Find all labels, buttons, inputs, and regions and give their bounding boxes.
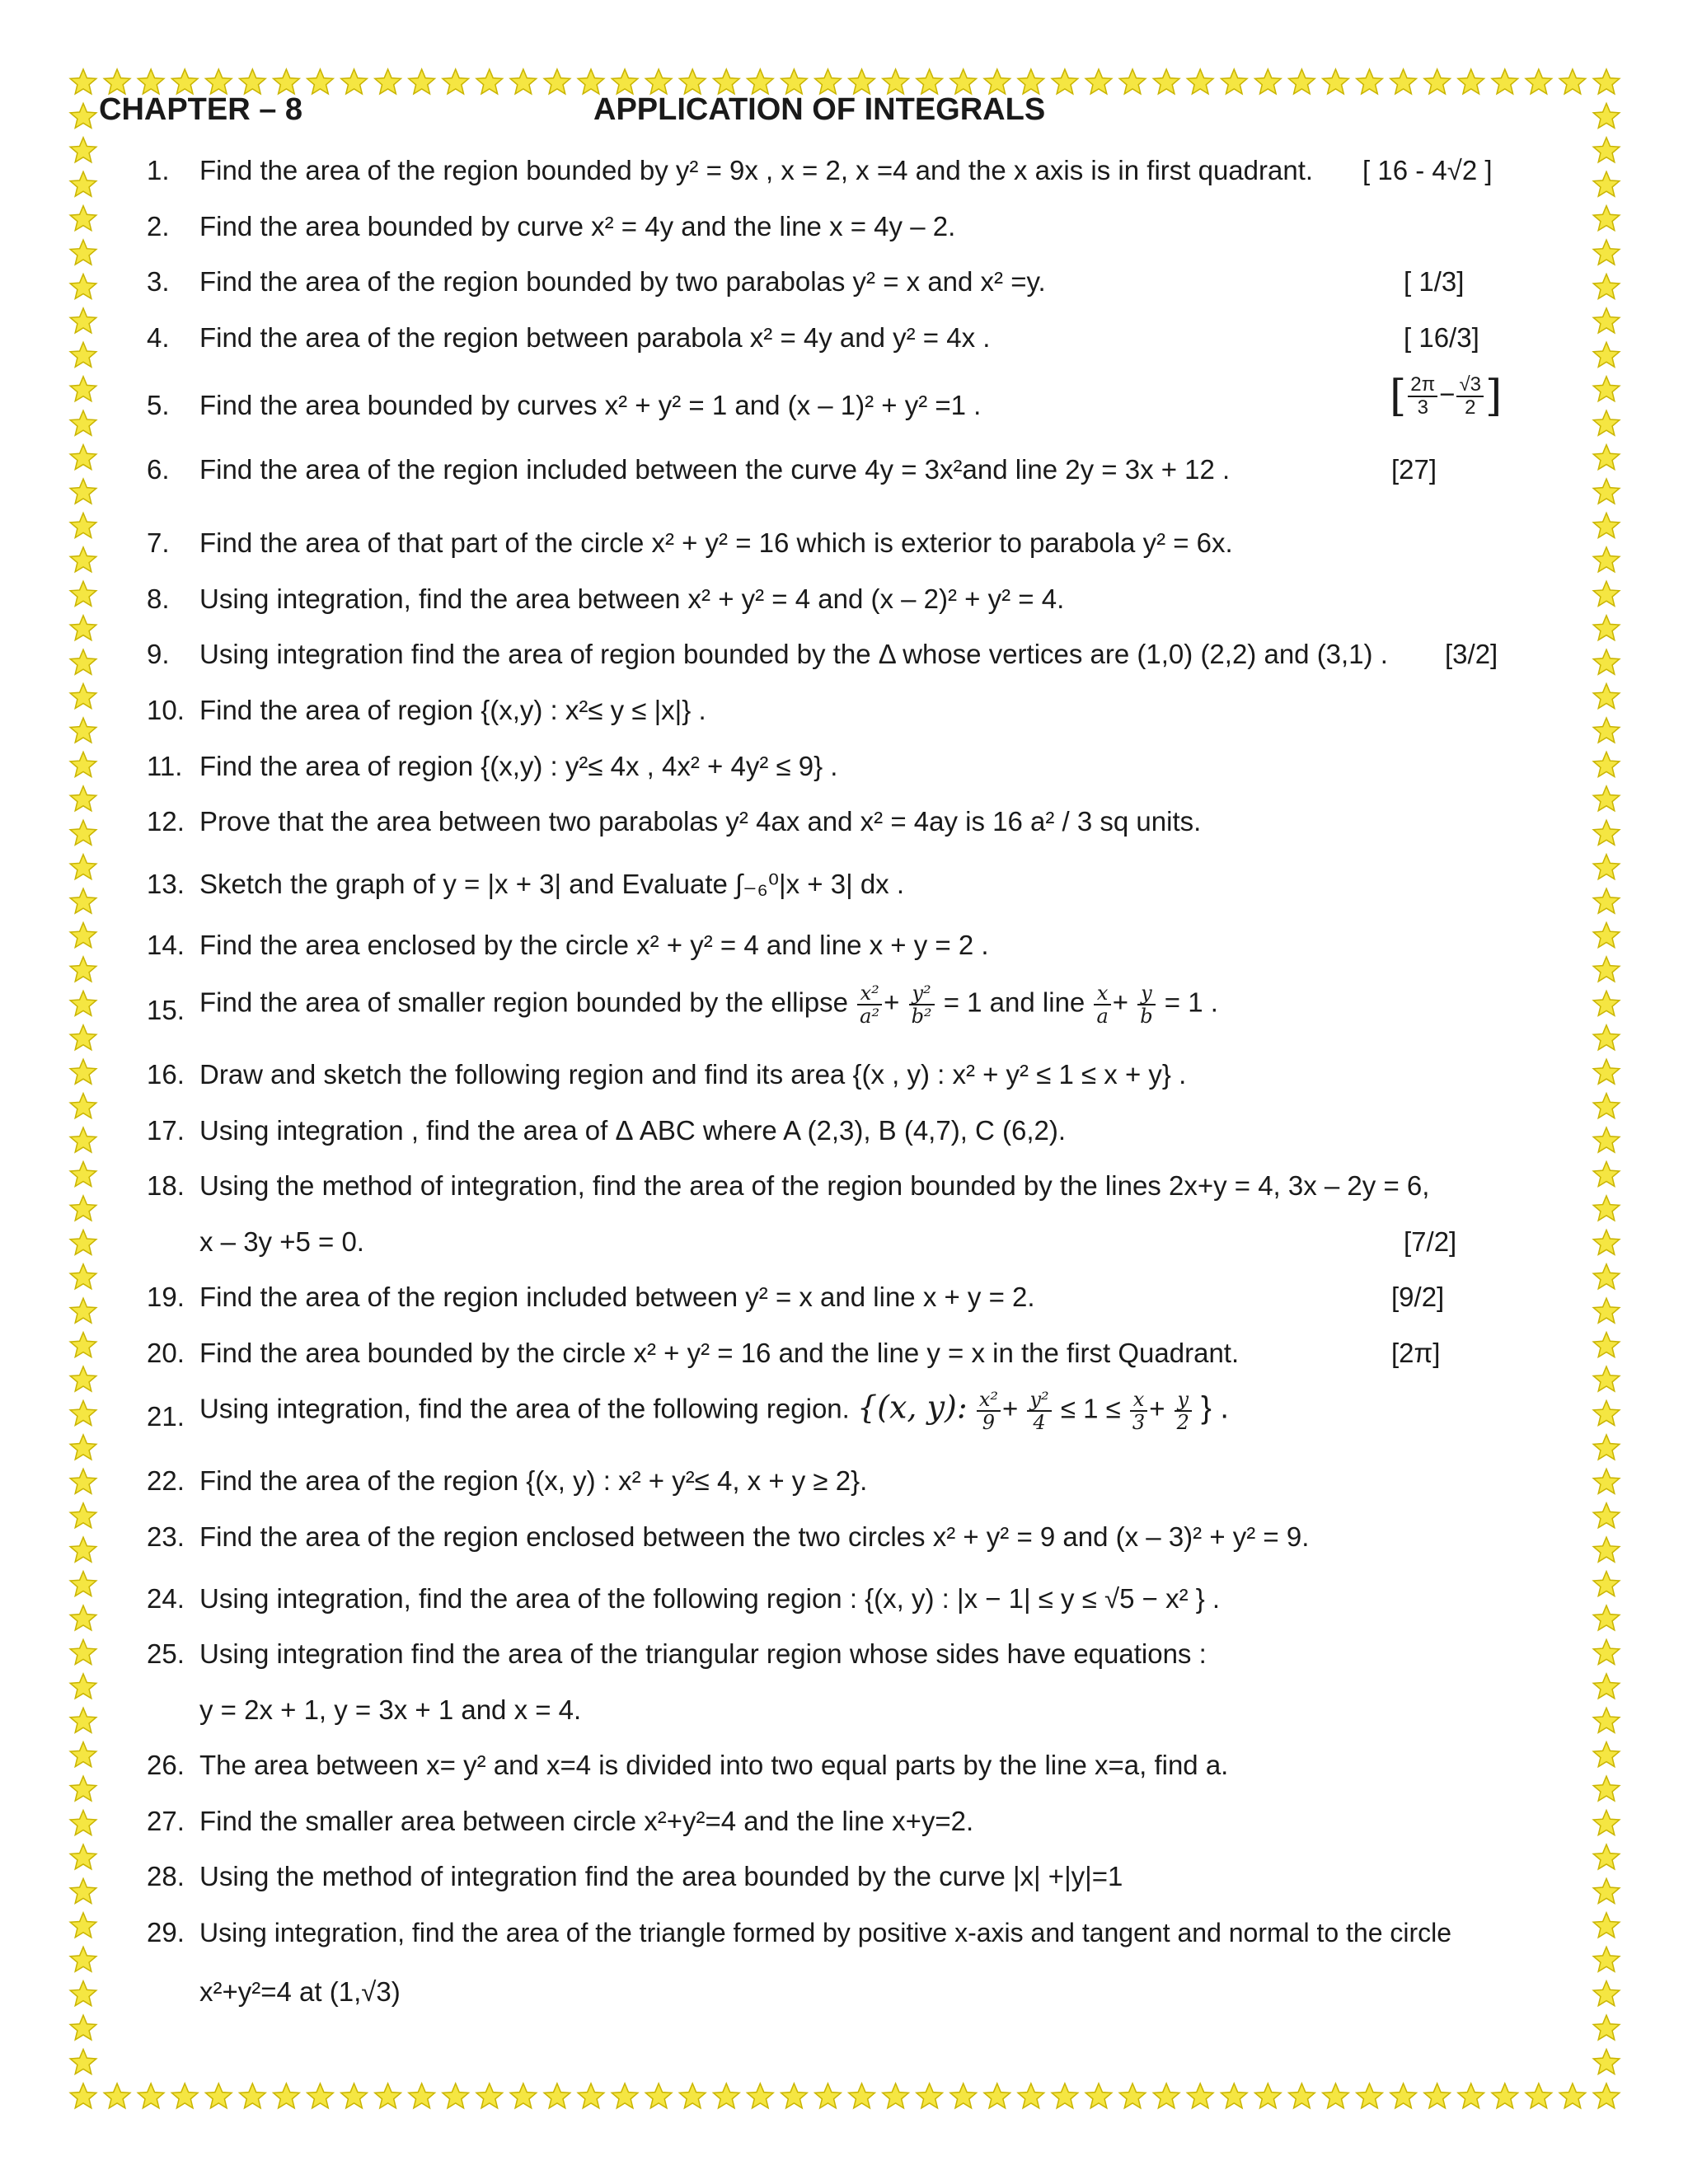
answer-key: [ 1/3]: [1404, 266, 1465, 297]
star-icon: [70, 1605, 96, 1630]
question-text: Find the area of the region bounded by y² = 9x , x = 2, x =4 and the x axis is in first quadrant.: [199, 155, 1314, 185]
star-icon: [1593, 1742, 1620, 1767]
star-icon: [70, 1298, 96, 1323]
question-number: 14.: [147, 930, 185, 960]
fraction: [977, 1389, 1001, 1433]
star-icon: [1593, 1264, 1620, 1289]
star-icon: [70, 923, 96, 948]
star-icon: [1593, 1435, 1620, 1460]
star-icon: [1593, 820, 1620, 845]
star-icon: [104, 2083, 130, 2108]
question-number: 10.: [147, 695, 185, 725]
star-icon: [1323, 2083, 1349, 2108]
star-icon: [70, 1913, 96, 1938]
star-icon: [70, 1947, 96, 1971]
star-icon: [1593, 171, 1620, 196]
star-icon: [781, 2083, 808, 2108]
answer-key: [1390, 374, 1502, 419]
star-icon: [1593, 1059, 1620, 1084]
question-text: Using integration, find the area of the following region. {(x, y): $\frac{\text{x²}}{9}$ + $\frac{\text{y²}}{4}$ ≤ 1 ≤ $\frac{x}{3}$ + $\frac{y}{2}$ } .: [199, 1388, 1229, 1434]
star-icon: [70, 888, 96, 913]
star-icon: [1593, 581, 1620, 606]
fraction-numerator: y: [1175, 1389, 1192, 1412]
star-icon: [1526, 2083, 1552, 2108]
star-icon: [1593, 513, 1620, 538]
question-text: Using integration find the area of region bounded by the Δ whose vertices are (1,0) (2,2) and (3,1) .: [199, 639, 1388, 669]
star-icon: [1593, 1639, 1620, 1664]
question-number: 29.: [147, 1917, 185, 1947]
star-icon: [1593, 1708, 1620, 1732]
fraction-denominator: a²: [860, 1005, 880, 1028]
question-number: 6.: [147, 454, 170, 485]
fraction: [1175, 1389, 1192, 1433]
star-icon: [70, 1503, 96, 1528]
star-icon: [70, 1572, 96, 1596]
question-number: 24.: [147, 1583, 185, 1614]
star-icon: [1593, 1503, 1620, 1528]
star-icon: [679, 2083, 706, 2108]
star-icon: [70, 2083, 96, 2108]
star-icon: [375, 2083, 401, 2108]
star-icon: [1593, 445, 1620, 470]
star-icon: [70, 1162, 96, 1187]
fraction-denominator: b: [1140, 1005, 1153, 1028]
question-number: 17.: [147, 1115, 185, 1146]
star-icon: [70, 1811, 96, 1835]
question-text: Find the smaller area between circle x²+y²=4 and the line x+y=2.: [199, 1806, 974, 1836]
star-icon: [70, 1776, 96, 1801]
question-text-part: } .: [1201, 1390, 1229, 1426]
star-icon: [984, 2083, 1010, 2108]
star-icon: [70, 1264, 96, 1289]
star-icon: [645, 2083, 672, 2108]
star-icon: [1085, 2083, 1112, 2108]
star-icon: [70, 684, 96, 709]
star-icon: [1593, 1333, 1620, 1357]
star-icon: [70, 1025, 96, 1050]
star-icon: [510, 2083, 537, 2108]
question-text: Find the area of the region included between y² = x and line x + y = 2.: [199, 1282, 1035, 1312]
question-text-part: {(x, y):: [857, 1389, 968, 1426]
question-text: Find the area bounded by curves x² + y² = 1 and (x – 1)² + y² =1 .: [199, 390, 982, 420]
star-icon: [70, 786, 96, 811]
question-number: 3.: [147, 266, 170, 297]
star-icon: [1357, 2083, 1383, 2108]
question-number: 4.: [147, 322, 170, 353]
fraction-numerator: x: [1130, 1389, 1147, 1412]
question-text-part: = 1 and line: [943, 987, 1085, 1018]
question-text-continued: x – 3y +5 = 0.: [199, 1226, 364, 1257]
question-number: 20.: [147, 1338, 185, 1368]
star-icon: [70, 649, 96, 674]
star-icon: [1593, 1298, 1620, 1323]
star-icon: [1593, 410, 1620, 435]
star-icon: [70, 752, 96, 776]
star-icon: [1593, 1674, 1620, 1699]
star-icon: [1593, 1811, 1620, 1835]
star-icon: [70, 138, 96, 162]
star-icon: [70, 1094, 96, 1118]
star-icon: [917, 2083, 943, 2108]
star-icon: [1390, 2083, 1417, 2108]
star-icon: [70, 581, 96, 606]
star-icon: [1593, 1025, 1620, 1050]
star-icon: [1593, 342, 1620, 367]
star-icon: [70, 1639, 96, 1664]
question-text: Using the method of integration, find the area of the region bounded by the lines 2x+y = 4, 3x – 2y = 6,: [199, 1170, 1430, 1201]
star-icon: [1593, 1605, 1620, 1630]
answer-key: [27]: [1391, 454, 1437, 485]
star-icon: [1593, 138, 1620, 162]
star-icon: [1593, 69, 1620, 94]
question-number: 26.: [147, 1750, 185, 1780]
star-icon: [1593, 923, 1620, 948]
star-icon: [171, 2083, 198, 2108]
question-number: 23.: [147, 1521, 185, 1552]
question-text: Find the area of the region between parabola x² = 4y and y² = 4x .: [199, 322, 991, 353]
fraction: [909, 982, 935, 1027]
fraction-numerator: √3: [1456, 374, 1484, 397]
star-icon: [70, 171, 96, 196]
star-icon: [70, 103, 96, 128]
star-icon: [476, 2083, 503, 2108]
question-text: Find the area of region {(x,y) : x²≤ y ≤ |x|} .: [199, 695, 706, 725]
star-icon: [1593, 2083, 1620, 2108]
page-header: [99, 89, 1582, 130]
star-icon: [1289, 2083, 1315, 2108]
question-text: Using integration, find the area of the triangle formed by positive x-axis and tangent and normal to the circle: [199, 1918, 1452, 1947]
star-icon: [70, 1674, 96, 1699]
fraction-numerator: x²: [977, 1389, 1001, 1412]
question-number: 22.: [147, 1465, 185, 1496]
star-icon: [409, 2083, 435, 2108]
question-text: Find the area of region {(x,y) : y²≤ 4x , 4x² + 4y² ≤ 9} .: [199, 751, 838, 781]
question-text-continued: y = 2x + 1, y = 3x + 1 and x = 4.: [199, 1694, 582, 1725]
question-text-part: Find the area of smaller region bounded by the ellipse: [199, 987, 848, 1018]
star-icon: [443, 2083, 469, 2108]
answer-key: [9/2]: [1391, 1282, 1445, 1312]
star-icon: [1593, 308, 1620, 333]
fraction: [857, 982, 882, 1027]
star-icon: [1593, 786, 1620, 811]
fraction-numerator: y: [1137, 982, 1155, 1005]
fraction-denominator: 2: [1176, 1411, 1189, 1434]
answer-key: [3/2]: [1445, 639, 1498, 669]
star-icon: [70, 342, 96, 367]
star-icon: [1593, 377, 1620, 401]
star-icon: [341, 2083, 368, 2108]
star-icon: [1593, 1947, 1620, 1971]
star-icon: [1593, 1776, 1620, 1801]
fraction: [1137, 982, 1155, 1027]
star-icon: [1255, 2083, 1282, 2108]
question-text: Find the area of the region bounded by two parabolas y² = x and x² =y.: [199, 266, 1046, 297]
star-icon: [138, 2083, 164, 2108]
operator: −: [1439, 378, 1456, 410]
star-icon: [70, 2050, 96, 2074]
star-icon: [70, 991, 96, 1015]
fraction-denominator: b²: [911, 1005, 932, 1028]
star-icon: [713, 2083, 739, 2108]
star-icon: [849, 2083, 875, 2108]
star-icon: [70, 1435, 96, 1460]
star-icon: [1593, 991, 1620, 1015]
star-icon: [1593, 240, 1620, 265]
star-icon: [1593, 2050, 1620, 2074]
question-number: 13.: [147, 869, 185, 899]
fraction-numerator: y²: [1027, 1389, 1051, 1412]
star-icon: [1593, 1878, 1620, 1903]
star-icon: [1593, 547, 1620, 572]
question-number: 1.: [147, 155, 170, 185]
answer-key: [7/2]: [1404, 1226, 1457, 1257]
star-icon: [1153, 2083, 1179, 2108]
star-icon: [1593, 1844, 1620, 1869]
question-text: Using integration find the area of the triangular region whose sides have equations :: [199, 1638, 1207, 1669]
question-number: 27.: [147, 1806, 185, 1836]
question-text: Using integration, find the area between x² + y² = 4 and (x – 2)² + y² = 4.: [199, 583, 1065, 614]
question-text: Prove that the area between two parabolas y² 4ax and x² = 4ay is 16 a² / 3 sq units.: [199, 806, 1202, 837]
fraction-denominator: a: [1096, 1005, 1109, 1028]
question-text: Using integration, find the area of the following region : {(x, y) : |x − 1| ≤ y ≤ √5 − x² } .: [199, 1583, 1221, 1614]
star-icon: [1052, 2083, 1078, 2108]
question-text: Using integration , find the area of Δ ABC where A (2,3), B (4,7), C (6,2).: [199, 1115, 1067, 1146]
star-icon: [70, 855, 96, 879]
star-icon: [70, 410, 96, 435]
star-icon: [70, 1059, 96, 1084]
star-icon: [815, 2083, 842, 2108]
star-icon: [1559, 2083, 1586, 2108]
star-icon: [1593, 888, 1620, 913]
star-icon: [1119, 2083, 1146, 2108]
star-icon: [1593, 1230, 1620, 1254]
question-number: 2.: [147, 211, 170, 241]
star-icon: [70, 377, 96, 401]
star-icon: [70, 1708, 96, 1732]
question-text: Find the area of that part of the circle x² + y² = 16 which is exterior to parabola y² = 6x.: [199, 527, 1233, 558]
star-icon: [70, 2015, 96, 2040]
question-number: 19.: [147, 1282, 185, 1312]
question-text: Find the area bounded by the circle x² + y² = 16 and the line y = x in the first Quadrant.: [199, 1338, 1240, 1368]
star-icon: [70, 1742, 96, 1767]
star-icon: [1593, 1469, 1620, 1493]
star-icon: [1424, 2083, 1451, 2108]
question-number: 11.: [147, 751, 183, 781]
star-icon: [70, 1401, 96, 1426]
star-icon: [70, 274, 96, 299]
star-icon: [70, 1127, 96, 1152]
star-icon: [1593, 1366, 1620, 1391]
star-icon: [1593, 752, 1620, 776]
star-icon: [1593, 206, 1620, 231]
star-icon: [70, 1366, 96, 1391]
star-icon: [70, 957, 96, 982]
star-icon: [70, 1333, 96, 1357]
question-text: Find the area of the region enclosed between the two circles x² + y² = 9 and (x – 3)² + y² = 9.: [199, 1521, 1310, 1552]
star-icon: [1593, 957, 1620, 982]
star-icon: [70, 69, 96, 94]
star-icon: [578, 2083, 604, 2108]
question-text: The area between x= y² and x=4 is divided into two equal parts by the line x=a, find a.: [199, 1750, 1229, 1780]
star-icon: [1593, 2015, 1620, 2040]
question-text: Sketch the graph of y = |x + 3| and Evaluate ∫₋₆⁰|x + 3| dx .: [199, 869, 905, 899]
question-text-part: ≤ 1 ≤: [1060, 1393, 1121, 1424]
fraction-denominator: 9: [982, 1411, 996, 1434]
question-text: Find the area of smaller region bounded by the ellipse $\frac{\text{x²}}{\text{a²}}$ + $\frac{\text{y²}}{\text{b²}}$ = 1 and line $\frac{x}{a}$ + $\frac{y}{b}$ = 1 .: [199, 982, 1218, 1028]
chapter-title: APPLICATION OF INTEGRALS: [593, 92, 1046, 127]
star-icon: [612, 2083, 638, 2108]
star-icon: [70, 445, 96, 470]
fraction-numerator: x²: [857, 982, 882, 1005]
star-icon: [1018, 2083, 1044, 2108]
star-icon: [70, 1981, 96, 2006]
star-icon: [1593, 1537, 1620, 1562]
question-text: Find the area bounded by curve x² = 4y and the line x = 4y – 2.: [199, 211, 956, 241]
question-number: 12.: [147, 806, 185, 837]
answer-key: [2π]: [1391, 1338, 1441, 1368]
fraction-denominator: 2: [1465, 396, 1476, 419]
fraction-numerator: x: [1094, 982, 1110, 1005]
star-icon: [70, 1844, 96, 1869]
fraction: [1408, 374, 1437, 419]
star-icon: [1593, 1162, 1620, 1187]
star-icon: [1187, 2083, 1213, 2108]
question-text: Using the method of integration find the area bounded by the curve |x| +|y|=1: [199, 1861, 1123, 1891]
question-text-part: = 1 .: [1164, 987, 1218, 1018]
star-icon: [70, 820, 96, 845]
star-icon: [1593, 1913, 1620, 1938]
star-icon: [1458, 2083, 1484, 2108]
answer-bracket-right: ]: [1485, 372, 1503, 421]
star-icon: [70, 1196, 96, 1221]
star-icon: [70, 547, 96, 572]
star-icon: [883, 2083, 909, 2108]
star-icon: [70, 1537, 96, 1562]
star-icon: [1593, 855, 1620, 879]
star-icon: [70, 240, 96, 265]
star-icon: [70, 718, 96, 743]
star-icon: [1593, 1401, 1620, 1426]
star-icon: [70, 479, 96, 504]
fraction: [1456, 374, 1484, 419]
star-icon: [1593, 1094, 1620, 1118]
star-icon: [1593, 649, 1620, 674]
star-icon: [1593, 274, 1620, 299]
question-number: 18.: [147, 1170, 185, 1201]
question-text: Find the area of the region included between the curve 4y = 3x²and line 2y = 3x + 12 .: [199, 454, 1231, 485]
question-number: 16.: [147, 1059, 185, 1090]
question-number: 15.: [147, 995, 185, 1025]
star-icon: [1593, 479, 1620, 504]
star-icon: [1593, 103, 1620, 128]
star-icon: [1593, 718, 1620, 743]
star-icon: [70, 1230, 96, 1254]
star-icon: [240, 2083, 266, 2108]
question-number: 9.: [147, 639, 170, 669]
question-text: Find the area enclosed by the circle x² + y² = 4 and line x + y = 2 .: [199, 930, 989, 960]
fraction: [1094, 982, 1110, 1027]
fraction: [1027, 1389, 1051, 1433]
star-icon: [1593, 1127, 1620, 1152]
star-icon: [205, 2083, 232, 2108]
chapter-label: CHAPTER – 8: [99, 92, 303, 127]
question-text-part: Using integration, find the area of the following region.: [199, 1393, 850, 1424]
star-icon: [1593, 1572, 1620, 1596]
star-icon: [544, 2083, 570, 2108]
question-number: 8.: [147, 583, 170, 614]
star-icon: [1593, 616, 1620, 640]
star-icon: [307, 2083, 334, 2108]
star-icon: [1593, 684, 1620, 709]
question-number: 5.: [147, 390, 170, 420]
fraction-numerator: 2π: [1408, 374, 1437, 397]
question-number: 25.: [147, 1638, 185, 1669]
answer-bracket-left: [: [1390, 372, 1407, 421]
star-icon: [70, 1878, 96, 1903]
star-icon: [1593, 1196, 1620, 1221]
star-icon: [70, 206, 96, 231]
question-number: 28.: [147, 1861, 185, 1891]
question-text: Find the area of the region {(x, y) : x² + y²≤ 4, x + y ≥ 2}.: [199, 1465, 868, 1496]
answer-key: [ 16 - 4√2 ]: [1362, 155, 1493, 185]
fraction: [1130, 1389, 1147, 1433]
question-text-continued: x²+y²=4 at (1,√3): [199, 1976, 401, 2007]
fraction-denominator: 4: [1033, 1411, 1046, 1434]
star-icon: [1492, 2083, 1518, 2108]
star-icon: [70, 1469, 96, 1493]
question-text: Draw and sketch the following region and find its area {(x , y) : x² + y² ≤ 1 ≤ x + y} .: [199, 1059, 1187, 1090]
star-icon: [70, 308, 96, 333]
answer-key: [ 16/3]: [1404, 322, 1479, 353]
star-icon: [748, 2083, 774, 2108]
question-number: 7.: [147, 527, 170, 558]
star-icon: [1593, 1981, 1620, 2006]
star-icon: [70, 513, 96, 538]
fraction-numerator: y²: [909, 982, 935, 1005]
question-number: 21.: [147, 1401, 185, 1432]
fraction-denominator: 3: [1132, 1411, 1146, 1434]
star-icon: [1221, 2083, 1247, 2108]
fraction-denominator: 3: [1417, 396, 1428, 419]
star-icon: [950, 2083, 977, 2108]
star-icon: [274, 2083, 300, 2108]
star-icon: [70, 616, 96, 640]
